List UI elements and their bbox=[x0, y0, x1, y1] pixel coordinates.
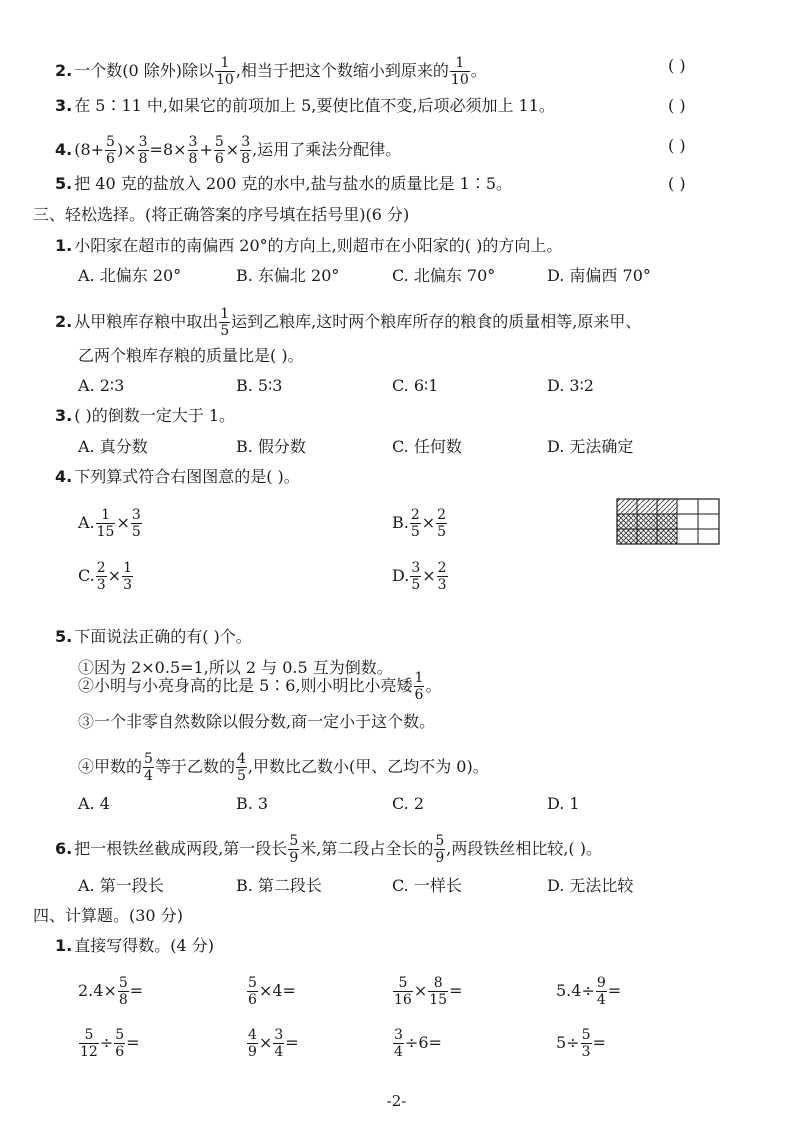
choice-q4: 4. 下列算式符合右图图意的是( )。 bbox=[55, 467, 300, 486]
option-d[interactable]: D. 无法确定 bbox=[547, 437, 634, 456]
option-b[interactable]: B. 假分数 bbox=[236, 437, 306, 456]
choice-q3: 3. ( )的倒数一定大于 1。 bbox=[55, 406, 236, 425]
judge-q4: 4. (8+ $\frac{5}{6}$ )× $\frac{3}{8}$ =8× $\frac{3}{8}$ + $\frac{5}{6}$ × $\frac{3}{8}$ ,运用了乘法分配律。 bbox=[55, 134, 402, 167]
option-d[interactable]: D. 无法比较 bbox=[547, 876, 634, 895]
option-a[interactable]: A. 真分数 bbox=[78, 437, 148, 456]
expression: $\frac{5}{12}$ ÷ $\frac{5}{6}$ = bbox=[80, 1027, 140, 1060]
option-d[interactable]: D. $\frac{3}{5}$ × $\frac{2}{3}$ bbox=[392, 560, 447, 593]
calc-q1: 1. 直接写得数。(4 分) bbox=[55, 936, 214, 955]
fraction: $\frac{1}{10}$ bbox=[450, 55, 469, 88]
choice-q2-line2: 乙两个粮库存粮的质量比是( )。 bbox=[78, 346, 304, 365]
option-c[interactable]: C. 任何数 bbox=[392, 437, 462, 456]
answer-paren[interactable]: ( ) bbox=[668, 136, 686, 155]
expression: 5÷ $\frac{5}{3}$ = bbox=[556, 1027, 606, 1060]
option-b[interactable]: B. 5∶3 bbox=[236, 376, 283, 395]
grid-cell-hatched bbox=[617, 499, 677, 514]
option-a[interactable]: A. 2∶3 bbox=[78, 376, 125, 395]
statement-1: ①因为 2×0.5=1,所以 2 与 0.5 互为倒数。 bbox=[78, 658, 393, 677]
statement-4: ④甲数的 $\frac{5}{4}$ 等于乙数的 $\frac{4}{5}$ ,甲数比乙数小(甲、乙均不为 0)。 bbox=[78, 751, 489, 784]
choice-q6: 6. 把一根铁丝截成两段,第一段长 $\frac{5}{9}$ 米,第二段占全长的 $\frac{5}{9}$ ,两段铁丝相比较,( )。 bbox=[55, 833, 602, 866]
option-b[interactable]: B. 3 bbox=[236, 794, 269, 813]
option-a[interactable]: A. $\frac{1}{15}$ × $\frac{3}{5}$ bbox=[78, 507, 141, 540]
option-c[interactable]: C. 2 bbox=[392, 794, 425, 813]
choice-q5: 5. 下面说法正确的有( )个。 bbox=[55, 627, 252, 646]
answer-paren[interactable]: ( ) bbox=[668, 56, 686, 75]
answer-paren[interactable]: ( ) bbox=[668, 174, 686, 193]
expression: 2.4× $\frac{5}{8}$ = bbox=[78, 975, 144, 1008]
section4-title: 四、计算题。(30 分) bbox=[33, 906, 183, 925]
option-a[interactable]: A. 第一段长 bbox=[78, 876, 164, 895]
choice-q2: 2. 从甲粮库存粮中取出 $\frac{1}{5}$ 运到乙粮库,这时两个粮库所存的粮食的质量相等,原来甲、 bbox=[55, 306, 642, 339]
option-d[interactable]: D. 南偏西 70° bbox=[547, 266, 651, 285]
choice-q1: 1. 小阳家在超市的南偏西 20°的方向上,则超市在小阳家的( )的方向上。 bbox=[55, 236, 563, 255]
page-number: -2- bbox=[386, 1092, 407, 1110]
expression: $\frac{5}{16}$ × $\frac{8}{15}$ = bbox=[394, 975, 463, 1008]
statement-2: ②小明与小亮身高的比是 5∶6,则小明比小亮矮 $\frac{1}{6}$ 。 bbox=[78, 670, 442, 703]
option-b[interactable]: B. 东偏北 20° bbox=[236, 266, 340, 285]
expression: $\frac{4}{9}$ × $\frac{3}{4}$ = bbox=[248, 1027, 299, 1060]
judge-q2: 2. 一个数(0 除外)除以 $\frac{1}{10}$ ,相当于把这个数缩小到原来的 $\frac{1}{10}$ 。 bbox=[55, 55, 487, 88]
option-a[interactable]: A. 4 bbox=[78, 794, 110, 813]
option-c[interactable]: C. 一样长 bbox=[392, 876, 462, 895]
option-c[interactable]: C. 北偏东 70° bbox=[392, 266, 496, 285]
judge-q5: 5. 把 40 克的盐放入 200 克的水中,盐与盐水的质量比是 1∶5。 bbox=[55, 174, 512, 193]
option-b[interactable]: B. 第二段长 bbox=[236, 876, 322, 895]
option-b[interactable]: B. $\frac{2}{5}$ × $\frac{2}{5}$ bbox=[392, 507, 447, 540]
option-a[interactable]: A. 北偏东 20° bbox=[78, 266, 182, 285]
hatched-grid-figure bbox=[616, 498, 720, 545]
section3-title: 三、轻松选择。(将正确答案的序号填在括号里)(6 分) bbox=[33, 205, 410, 224]
option-c[interactable]: C. $\frac{2}{3}$ × $\frac{1}{3}$ bbox=[78, 560, 133, 593]
fraction: $\frac{1}{10}$ bbox=[215, 55, 234, 88]
expression: $\frac{5}{6}$ ×4= bbox=[248, 975, 296, 1008]
expression: $\frac{3}{4}$ ÷6= bbox=[394, 1027, 442, 1060]
answer-paren[interactable]: ( ) bbox=[668, 96, 686, 115]
statement-3: ③一个非零自然数除以假分数,商一定小于这个数。 bbox=[78, 712, 436, 731]
expression: 5.4÷ $\frac{9}{4}$ = bbox=[556, 975, 622, 1008]
option-d[interactable]: D. 1 bbox=[547, 794, 580, 813]
option-c[interactable]: C. 6∶1 bbox=[392, 376, 439, 395]
option-d[interactable]: D. 3∶2 bbox=[547, 376, 594, 395]
judge-q3: 3. 在 5∶11 中,如果它的前项加上 5,要使比值不变,后项必须加上 11。 bbox=[55, 96, 555, 115]
